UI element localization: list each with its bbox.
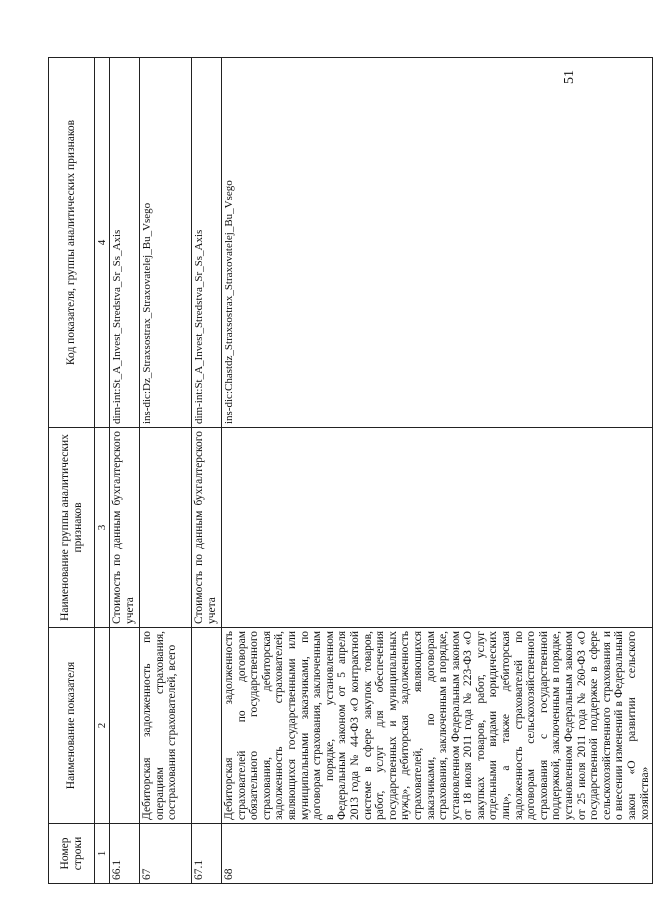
header-row [49,58,95,884]
header-row-number: Номер строки [49,824,95,884]
column-index-2: 2 [95,628,110,824]
indicator-name: Дебиторская задолженность страхователей по договорам обязательного государственного страхования, дебиторская задолженность страхователей, являющихся государственными или муниципальными заказчиками, по договорам страхования, заключенным в порядке, установленном Федеральным законом от 5 апреля 2013 года № 44-ФЗ «О контрактной системе в сфере закупок товаров, работ, услуг для обеспечения государственных и муниципальных нужд», дебиторская задолженность страхователей, являющихся заказчиками, по договорам страхования, заключенным в порядке, установленном Федеральным законом от 18 июля 2011 года № 223-ФЗ «О закупках товаров, работ, услуг отдельными видами юридических лиц», а также дебиторская задолженность страхователей по договорам сельскохозяйственного страхования с государственной поддержкой, заключенным в порядке, установленном Федеральным законом от 25 июля 2011 года № 260-ФЗ «О государственной поддержке в сфере сельскохозяйственного страхования и о внесении изменений в Федеральный закон «О развитии сельского хозяйства» [222,628,653,824]
table-row [110,58,140,884]
indicator-name [110,628,140,824]
indicator-table [48,57,653,884]
group-name [140,428,192,628]
group-name: Стоимость по данным бухгалтерского учета [192,428,222,628]
column-index-row [95,58,110,884]
indicator-name: Дебиторская задолженность по операциям страхования, сострахования страхователей, всего [140,628,192,824]
indicator-code: ins-dic:Dz_Straxsostrax_Straxovatelej_Bu_Vsego [140,58,192,428]
column-index-1: 1 [95,824,110,884]
header-group-name: Наименование группы аналитических признаков [49,428,95,628]
row-number: 67 [140,824,192,884]
indicator-code: dim-int:St_A_Invest_Stredstva_Sr_Ss_Axis [110,58,140,428]
table-row [140,58,192,884]
table-row [192,58,222,884]
group-name: Стоимость по данным бухгалтерского учета [110,428,140,628]
header-code: Код показателя, группы аналитических признаков [49,58,95,428]
table-row [222,58,653,884]
column-index-3: 3 [95,428,110,628]
group-name [222,428,653,628]
row-number: 68 [222,824,653,884]
row-number: 67.1 [192,824,222,884]
rotated-page [48,58,651,884]
header-indicator-name: Наименование показателя [49,628,95,824]
indicator-name [192,628,222,824]
indicator-code: ins-dic:Chastdz_Straxsostrax_Straxovatelej_Bu_Vsego [222,58,653,428]
page-number: 51 [562,70,577,84]
indicator-code: dim-int:St_A_Invest_Stredstva_Sr_Ss_Axis [192,58,222,428]
row-number: 66.1 [110,824,140,884]
column-index-4: 4 [95,58,110,428]
